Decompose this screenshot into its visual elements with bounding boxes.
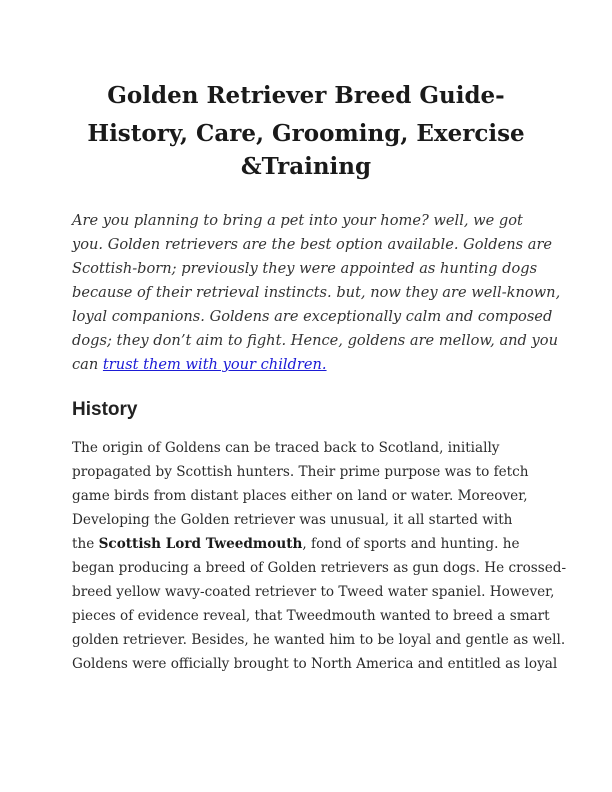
history-line: The origin of Goldens can be traced back to Scotland, initially xyxy=(72,440,500,456)
intro-line: Scottish-born; previously they were appointed as hunting dogs xyxy=(72,260,538,277)
intro-line: Are you planning to bring a pet into your home? well, we got xyxy=(72,212,523,229)
page-title-line-2: History, Care, Grooming, Exercise xyxy=(87,120,525,147)
intro-line: because of their retrieval instincts. but, now they are well-known, xyxy=(72,284,561,301)
trust-children-link[interactable]: trust them with your children. xyxy=(102,356,327,373)
history-line: pieces of evidence reveal, that Tweedmouth wanted to breed a smart xyxy=(72,608,550,624)
page-title-line-3: &Training xyxy=(240,153,372,180)
intro-line: you. Golden retrievers are the best option available. Goldens are xyxy=(72,236,553,253)
intro-paragraph xyxy=(72,209,561,377)
history-line: game birds from distant places either on land or water. Moreover, xyxy=(72,488,528,504)
intro-line: dogs; they don’t aim to fight. Hence, goldens are mellow, and you xyxy=(72,332,558,349)
history-line: Goldens were officially brought to North America and entitled as loyal xyxy=(72,656,558,672)
bold-prefix: the xyxy=(72,536,99,552)
history-line: propagated by Scottish hunters. Their prime purpose was to fetch xyxy=(72,464,529,480)
history-heading: History xyxy=(72,399,138,420)
history-line-with-bold xyxy=(72,532,548,556)
tweedmouth-name: Scottish Lord Tweedmouth xyxy=(98,536,303,552)
intro-line: loyal companions. Goldens are exceptionally calm and composed xyxy=(72,308,553,325)
history-line: golden retriever. Besides, he wanted him to be loyal and gentle as well. xyxy=(72,632,566,648)
history-line: breed yellow wavy-coated retriever to Tweed water spaniel. However, xyxy=(72,584,555,600)
intro-last-line-prefix: can xyxy=(72,356,103,373)
history-line: began producing a breed of Golden retrievers as gun dogs. He crossed- xyxy=(72,560,567,576)
bold-suffix: , fond of sports and hunting. he xyxy=(302,536,520,552)
page-title-line-1: Golden Retriever Breed Guide- xyxy=(107,82,505,109)
history-line: Developing the Golden retriever was unusual, it all started with xyxy=(72,512,513,528)
history-paragraph xyxy=(72,436,567,676)
intro-last-line xyxy=(72,353,542,377)
